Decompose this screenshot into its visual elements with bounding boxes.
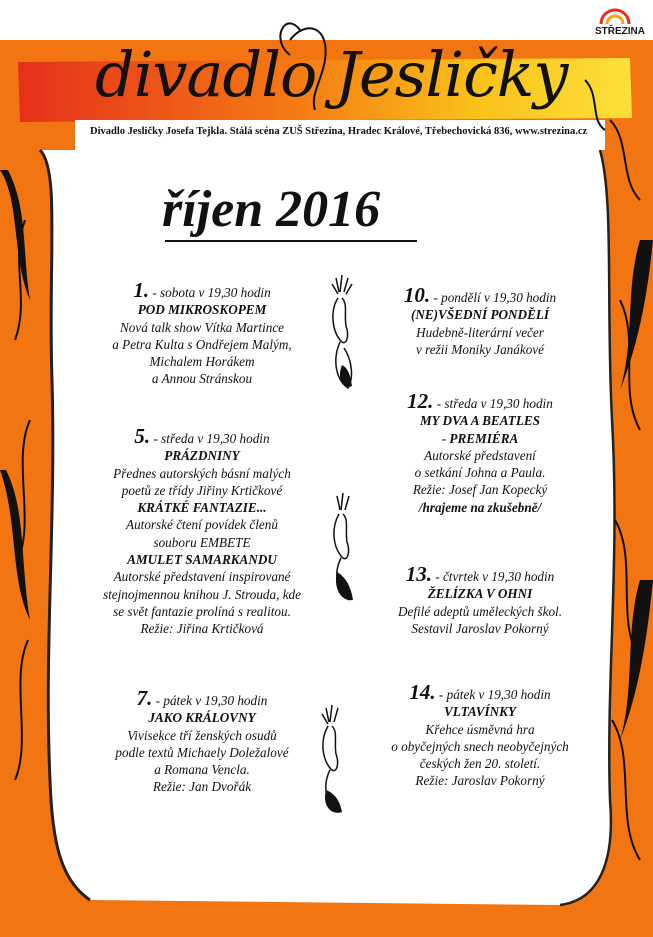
brand-logo-icon — [597, 6, 633, 26]
event-text: Přednes autorských básní malých — [113, 465, 291, 481]
event-text: Hudebně-literární večer — [416, 324, 544, 340]
event-10 — [350, 283, 610, 358]
event-day: 7. — [136, 686, 153, 710]
event-text: podle textů Michaely Doležalové — [115, 744, 289, 760]
event-day: 12. — [407, 389, 434, 413]
event-text: Nová talk show Vítka Martince — [119, 319, 285, 335]
event-13 — [350, 562, 610, 637]
event-text: Režie: Jiřina Krtičková — [140, 621, 264, 637]
event-text: poetů ze třídy Jiřiny Krtičkové — [121, 482, 283, 498]
event-7 — [72, 686, 332, 796]
title-underline — [165, 240, 417, 242]
event-text: Režie: Jan Dvořák — [152, 779, 252, 795]
event-title: VLTAVÍNKY — [443, 704, 517, 720]
event-day: 14. — [409, 680, 436, 704]
event-text: 13. - čtvrtek v 19,30 hodin — [405, 562, 555, 586]
event-text: Režie: Jaroslav Pokorný — [415, 773, 545, 789]
event-title: ŽELÍZKA V OHNI — [427, 586, 533, 602]
event-text: se svět fantazie prolíná s realitou. — [113, 603, 291, 619]
event-text: stejnojmennou knihou J. Strouda, kde — [102, 586, 302, 602]
event-text: a Romana Vencla. — [154, 762, 250, 778]
event-text: o obyčejných snech neobyčejných — [391, 738, 569, 754]
brand-name: STŘEZINA — [595, 26, 645, 37]
event-text: Křehce úsměvná hra — [425, 721, 535, 737]
event-text: českých žen 20. století. — [419, 756, 541, 772]
event-day: 1. — [133, 278, 150, 302]
event-text: Vivisekce tří ženských osudů — [127, 727, 277, 743]
event-text: 12. - středa v 19,30 hodin — [407, 389, 553, 413]
event-text: 7. - pátek v 19,30 hodin — [136, 686, 268, 710]
event-day: 13. — [405, 562, 432, 586]
event-text: 10. - pondělí v 19,30 hodin — [403, 283, 557, 307]
event-text: 5. - středa v 19,30 hodin — [134, 424, 270, 448]
event-text: Režie: Josef Jan Kopecký — [412, 482, 548, 498]
event-text: 1. - sobota v 19,30 hodin — [133, 278, 271, 302]
event-14 — [350, 680, 610, 790]
event-day: 5. — [134, 424, 151, 448]
page-title: říjen 2016 — [162, 181, 381, 238]
event-12 — [350, 389, 610, 516]
event-5 — [72, 424, 332, 638]
event-title: MY DVA A BEATLES — [419, 413, 541, 429]
event-text: 14. - pátek v 19,30 hodin — [409, 680, 551, 704]
event-text: v režii Moniky Janákové — [415, 341, 545, 357]
event-title: PRÁZDNINY — [164, 448, 240, 464]
event-title: POD MIKROSKOPEM — [137, 302, 267, 318]
theatre-subtitle: Divadlo Jesličky Josefa Tejkla. Stálá scéna ZUŠ Střezina, Hradec Králové, Třebechovická 836, www.strezina.cz — [90, 126, 588, 137]
event-title: JAKO KRÁLOVNY — [148, 710, 256, 726]
event-1 — [72, 278, 332, 388]
event-title: AMULET SAMARKANDU — [127, 552, 277, 568]
event-text: Autorské představení inspirované — [113, 569, 291, 585]
event-text: Autorské čtení povídek členů — [126, 517, 278, 533]
event-text: Defilé adeptů uměleckých škol. — [397, 603, 563, 619]
event-text: o setkání Johna a Paula. — [414, 465, 546, 481]
event-text: Sestavil Jaroslav Pokorný — [411, 620, 549, 636]
event-day: 10. — [403, 283, 431, 307]
event-text: a Annou Stránskou — [151, 371, 253, 387]
event-text: Michalem Horákem — [149, 354, 255, 370]
event-text: souboru EMBETE — [153, 534, 251, 550]
event-text: Autorské představení — [424, 447, 536, 463]
event-text: a Petra Kulta s Ondřejem Malým, — [112, 336, 292, 352]
event-title: KRÁTKÉ FANTAZIE... — [137, 500, 267, 516]
theatre-logo: divadlo Jesličky — [95, 38, 568, 111]
event-title: - PREMIÉRA — [441, 430, 519, 446]
event-title: (NE)VŠEDNÍ PONDĚLÍ — [410, 307, 550, 323]
event-title: /hrajeme na zkušebně/ — [418, 499, 542, 515]
